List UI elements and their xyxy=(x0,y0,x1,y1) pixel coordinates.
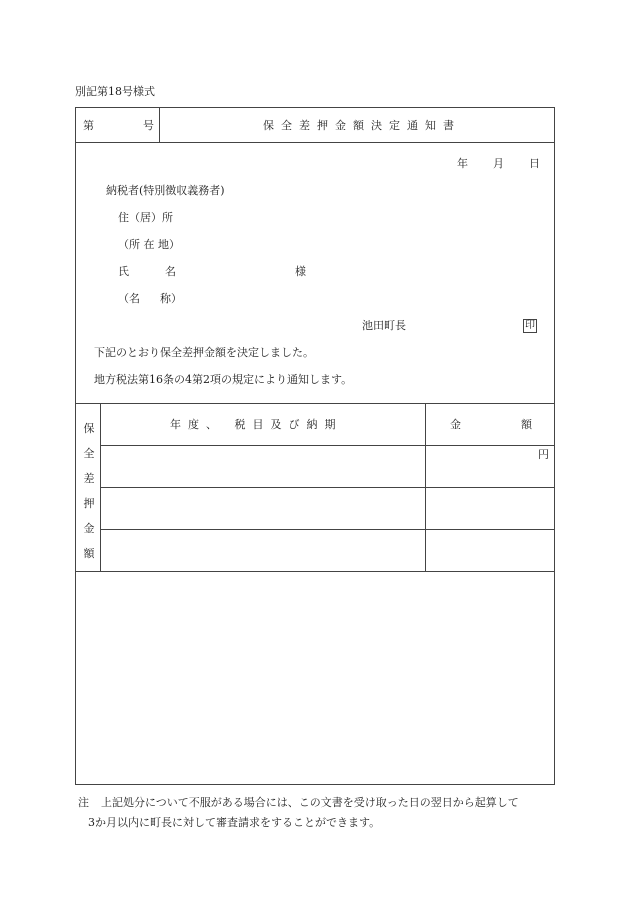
seal-mark: 印 xyxy=(525,320,535,331)
body-line-1: 下記のとおり保全差押金額を決定しました。 xyxy=(94,346,314,359)
name-label-first: 氏 xyxy=(118,265,129,278)
column-header-amount-second: 額 xyxy=(521,418,532,431)
honorific: 様 xyxy=(295,265,306,278)
note-line-2: 3か月以内に町長に対して審査請求をすることができます。 xyxy=(88,816,381,829)
table-top-line xyxy=(75,403,555,404)
header-divider xyxy=(159,107,160,142)
note-line-1: 上記処分について不服がある場合には、この文書を受け取った日の翌日から起算して xyxy=(101,796,519,809)
issuer-name: 池田町長 xyxy=(362,319,406,332)
date-day: 日 xyxy=(529,157,540,170)
date-year: 年 xyxy=(457,157,468,170)
amount-unit: 円 xyxy=(538,448,549,461)
location-label: （所 在 地） xyxy=(118,238,180,251)
form-frame xyxy=(75,107,555,785)
table-header-line xyxy=(100,445,555,446)
form-id: 別記第18号様式 xyxy=(75,85,155,98)
title-label-second: 称） xyxy=(160,292,182,305)
name-label-second: 名 xyxy=(165,265,176,278)
table-bottom-line xyxy=(75,571,555,572)
document-title: 保全差押金額決定通知書 xyxy=(263,119,461,132)
side-label-char: 額 xyxy=(83,547,95,560)
note-marker: 注 xyxy=(78,796,89,809)
side-label-char: 保 xyxy=(83,422,95,435)
table-row-line xyxy=(100,529,555,530)
title-label-first: （名 xyxy=(118,292,140,305)
number-label-first: 第 xyxy=(83,119,94,132)
table-row-line xyxy=(100,487,555,488)
column-header-amount-first: 金 xyxy=(450,418,461,431)
date-month: 月 xyxy=(493,157,504,170)
side-label-char: 押 xyxy=(83,497,95,510)
side-label-char: 金 xyxy=(83,522,95,535)
side-label-char: 全 xyxy=(83,447,95,460)
header-bottom-line xyxy=(75,142,555,143)
body-line-2: 地方税法第16条の4第2項の規定により通知します。 xyxy=(94,373,353,386)
side-label-char: 差 xyxy=(83,472,95,485)
number-label-second: 号 xyxy=(143,119,154,132)
column-header-period: 年度、 税目及び納期 xyxy=(170,418,343,431)
address-label: 住（居）所 xyxy=(118,211,173,224)
taxpayer-label: 納税者(特別徴収義務者) xyxy=(106,184,225,197)
